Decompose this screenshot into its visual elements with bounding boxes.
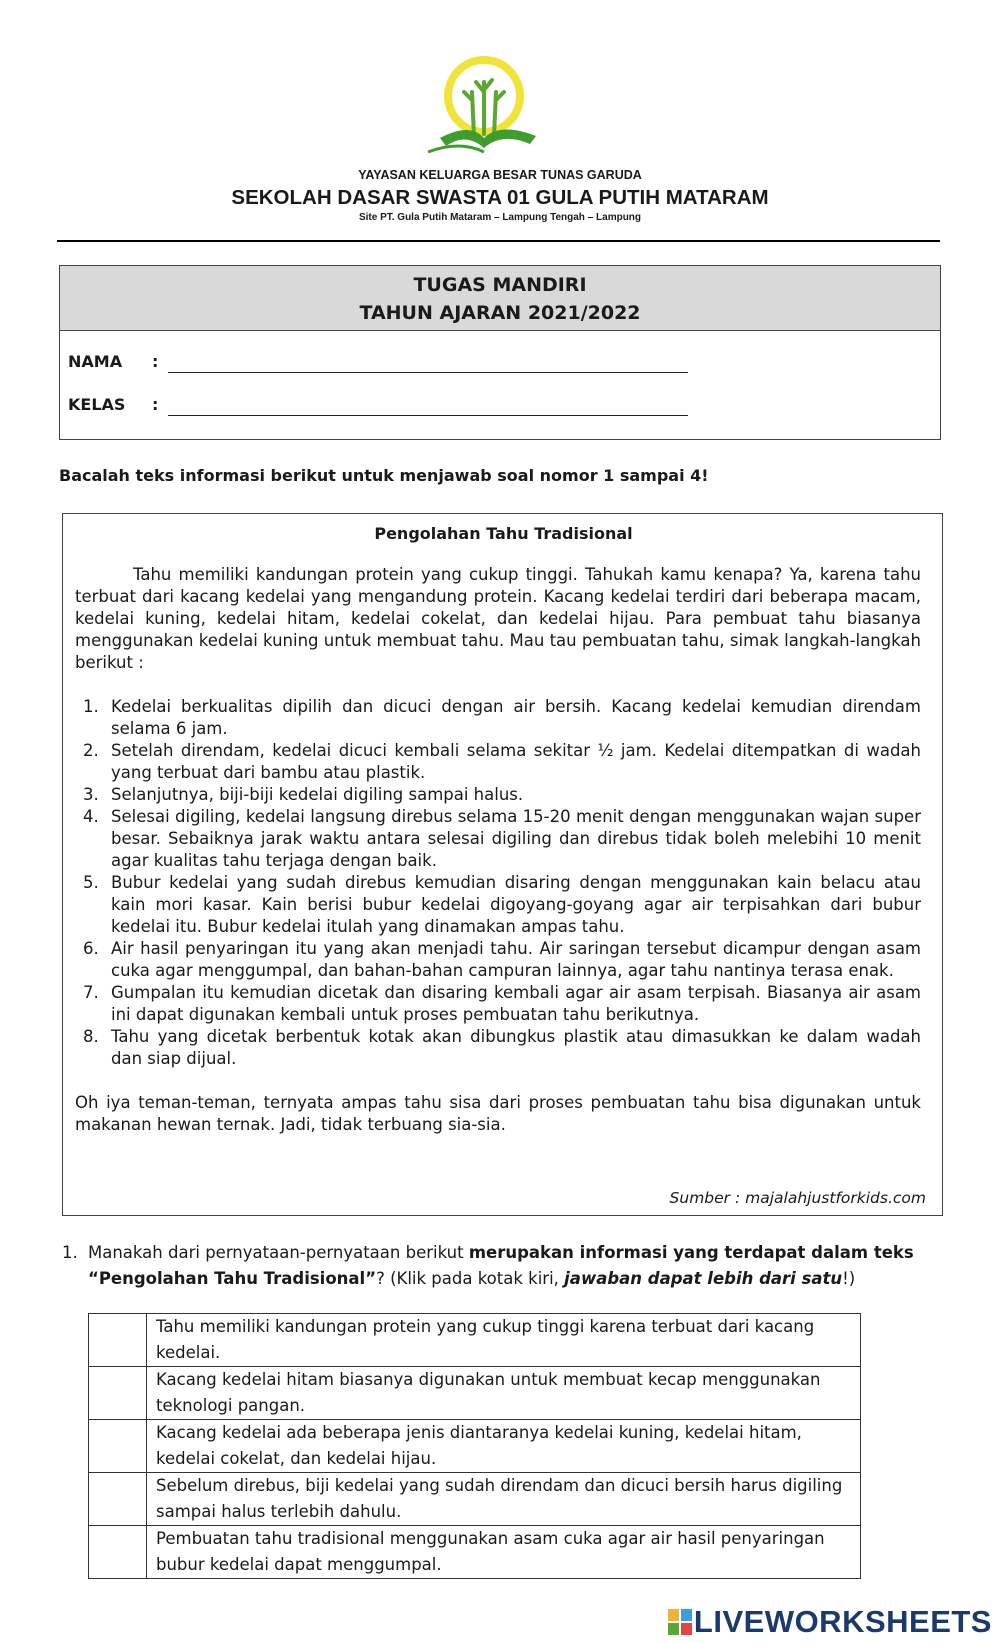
- list-item: 2. Setelah direndam, kedelai dicuci kembali selama sekitar ½ jam. Kedelai ditempatkan di wadah yang terbuat dari bambu atau plastik.: [83, 741, 921, 782]
- list-item: 8. Tahu yang dicetak berbentuk kotak akan dibungkus plastik atau dimasukkan ke dalam wadah dan siap dijual.: [83, 1027, 921, 1068]
- name-label: NAMA: [68, 352, 123, 371]
- question-1: [62, 1240, 942, 1292]
- list-item: 1. Kedelai berkualitas dipilih dan dicuci dengan air bersih. Kacang kedelai kemudian direndam selama 6 jam.: [83, 697, 921, 738]
- school-site: Site PT. Gula Putih Mataram – Lampung Tengah – Lampung: [358, 212, 642, 223]
- name-field[interactable]: [168, 372, 688, 373]
- answer-option-text: Sebelum direbus, biji kedelai yang sudah direndam dan dicuci bersih harus digiling sampai halus terlebih dahulu.: [147, 1473, 861, 1526]
- answer-checkbox-2[interactable]: [89, 1367, 147, 1420]
- answer-option-text: Kacang kedelai ada beberapa jenis diantaranya kedelai kuning, kedelai hitam, kedelai cokelat, dan kedelai hijau.: [147, 1420, 861, 1473]
- reading-closing: Oh iya teman-teman, ternyata ampas tahu sisa dari proses pembuatan tahu bisa digunakan untuk makanan hewan ternak. Jadi, tidak terbuang sia-sia.: [75, 1093, 921, 1134]
- answer-option-text: Pembuatan tahu tradisional menggunakan asam cuka agar air hasil penyaringan bubur kedelai dapat menggumpal.: [147, 1526, 861, 1579]
- instruction-text: Bacalah teks informasi berikut untuk menjawab soal nomor 1 sampai 4!: [59, 466, 709, 485]
- list-item: 3. Selanjutnya, biji-biji kedelai digiling sampai halus.: [83, 785, 524, 804]
- school-name: SEKOLAH DASAR SWASTA 01 GULA PUTIH MATARAM: [231, 186, 769, 209]
- liveworksheets-logo-icon: [668, 1609, 692, 1635]
- list-item: 4. Selesai digiling, kedelai langsung direbus selama 15-20 menit dengan menggunakan wajan super besar. Sebaiknya jarak waktu antara selesai digiling dan direbus tidak boleh melebihi 10 menit agar kualitas tahu terjaga dengan baik.: [83, 807, 921, 870]
- reading-box: [62, 513, 943, 1216]
- answer-checkbox-1[interactable]: [89, 1314, 147, 1367]
- task-heading: [60, 266, 940, 331]
- name-colon: :: [152, 352, 159, 371]
- table-row: [89, 1367, 861, 1420]
- table-row: [89, 1526, 861, 1579]
- reading-intro: Tahu memiliki kandungan protein yang cukup tinggi. Tahukah kamu kenapa? Ya, karena tahu terbuat dari kacang kedelai yang mengandung protein. Kacang kedelai terdiri dari beberapa macam, kedelai kuning, kedelai hitam, kedelai cokelat, dan kedelai hijau. Para pembuat tahu biasanya menggunakan kedelai kuning untuk membuat tahu. Mau tau pembuatan tahu, simak langkah-langkah berikut :: [75, 565, 921, 672]
- answer-checkbox-3[interactable]: [89, 1420, 147, 1473]
- steps-list: [75, 696, 921, 1070]
- school-year: TAHUN AJARAN 2021/2022: [359, 302, 641, 324]
- task-title: TUGAS MANDIRI: [413, 274, 587, 296]
- identity-box: [59, 265, 941, 440]
- list-item: 7. Gumpalan itu kemudian dicetak dan disaring kembali agar air asam terpisah. Biasanya air asam ini dapat digunakan kembali untuk proses pembuatan tahu berikutnya.: [83, 983, 921, 1024]
- list-item: 5. Bubur kedelai yang sudah direbus kemudian disaring dengan menggunakan kain belacu atau kain mori kasar. Kain berisi bubur kedelai digoyang-goyang agar air terpisahkan dari bubur kedelai itu. Bubur kedelai itulah yang dinamakan ampas tahu.: [83, 873, 921, 936]
- school-logo: [420, 52, 560, 162]
- reading-title: Pengolahan Tahu Tradisional: [374, 524, 633, 543]
- table-row: [89, 1473, 861, 1526]
- liveworksheets-watermark: LIVEWORKSHEETS: [668, 1604, 992, 1640]
- answer-options-table: [88, 1313, 861, 1579]
- class-field[interactable]: [168, 415, 688, 416]
- foundation-name: YAYASAN KELUARGA BESAR TUNAS GARUDA: [358, 168, 642, 182]
- class-colon: :: [152, 395, 159, 414]
- answer-checkbox-5[interactable]: [89, 1526, 147, 1579]
- table-row: [89, 1314, 861, 1367]
- header-divider: [57, 240, 940, 242]
- table-row: [89, 1420, 861, 1473]
- answer-checkbox-4[interactable]: [89, 1473, 147, 1526]
- answer-option-text: Tahu memiliki kandungan protein yang cukup tinggi karena terbuat dari kacang kedelai.: [147, 1314, 861, 1367]
- list-item: 6. Air hasil penyaringan itu yang akan menjadi tahu. Air saringan tersebut dicampur dengan asam cuka agar menggumpal, dan bahan-bahan campuran lainnya, agar tahu nantinya terasa enak.: [83, 939, 921, 980]
- question-text: Manakah dari pernyataan-pernyataan berikut merupakan informasi yang terdapat dalam teks “Pengolahan Tahu Tradisional”? (Klik pada kotak kiri, jawaban dapat lebih dari satu!): [88, 1243, 914, 1288]
- class-label: KELAS: [68, 395, 126, 414]
- reading-source: Sumber : majalahjustforkids.com: [669, 1189, 926, 1207]
- question-number: 1.: [62, 1243, 78, 1262]
- answer-option-text: Kacang kedelai hitam biasanya digunakan untuk membuat kecap menggunakan teknologi pangan.: [147, 1367, 861, 1420]
